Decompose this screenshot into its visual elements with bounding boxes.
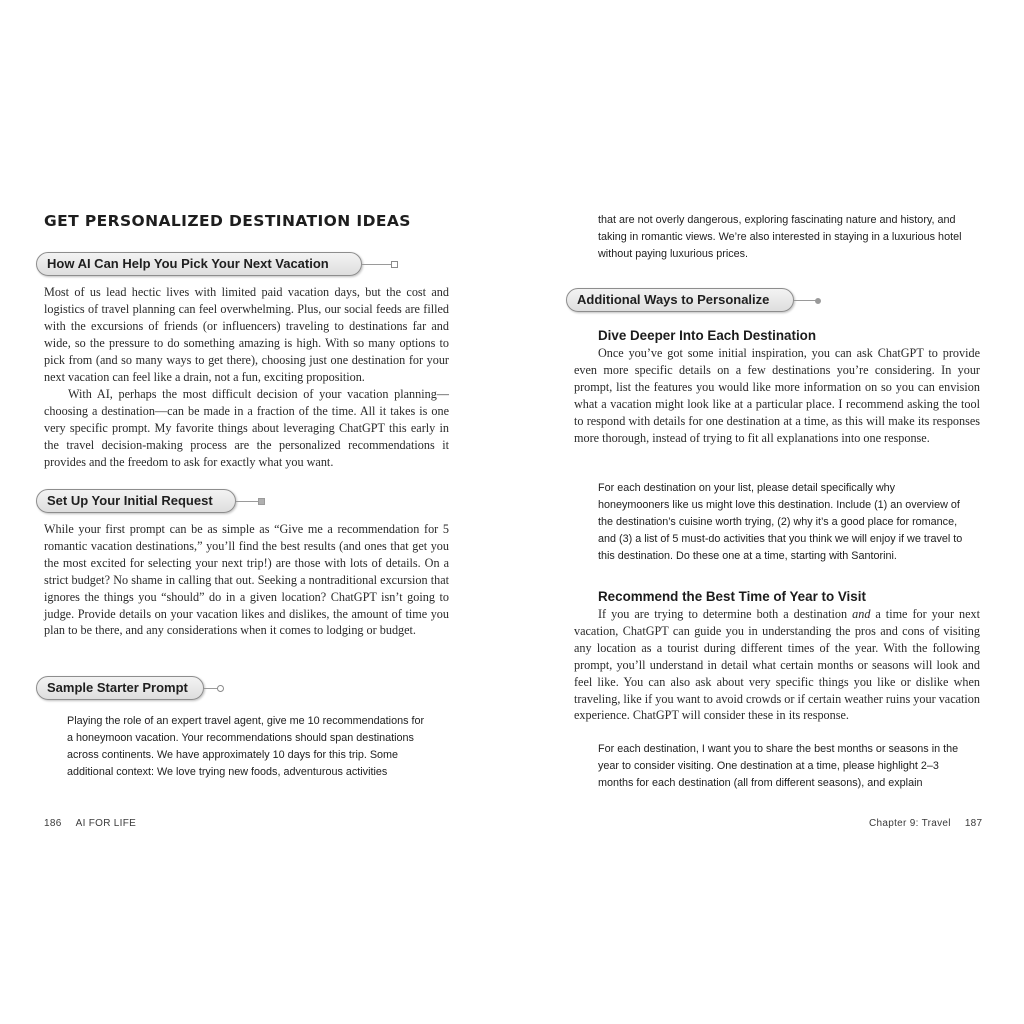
right-page (512, 0, 1024, 1024)
section-label-text: Set Up Your Initial Request (36, 489, 236, 513)
best-time-paragraph (574, 606, 980, 724)
connector-end-dot-icon (815, 298, 821, 304)
best-time-emphasis: and (852, 607, 871, 621)
best-time-prompt: For each destination, I want you to share the best months or seasons in the year to consider visiting. One destination at a time, please highlight 2–3 months for each destination (all from different seasons), and explain (598, 743, 959, 789)
dive-deeper-prompt: For each destination on your list, please detail specifically why honeymooners like us might love this destination. Include (1) an overview of the destination’s cuisine worth trying, (2) why it’s a good place for romance, and (3) a list of 5 must-do activities that you think we will enjoy if we travel to this destination. Do these one at a time, starting with Santorini. (598, 482, 963, 562)
footer-right (869, 818, 982, 829)
page-heading: GET PERSONALIZED DESTINATION IDEAS (44, 212, 411, 230)
section1-paragraph-1: Most of us lead hectic lives with limited paid vacation days, but the cost and logistics of travel planning can feel overwhelming. Plus, our social feeds are filled with the excursions of friends (or influencers) traveling to destinations far and wide, so the pressure to do something amazing is high. With so many options to pick from (and so many ways to get there), choosing just one destination for your next vacation can feel like a drain, not a fun, exciting proposition. (44, 285, 449, 384)
footer-left (44, 818, 136, 829)
connector-line (794, 300, 816, 301)
section1-paragraph-2: With AI, perhaps the most difficult decision of your vacation planning—choosing a destination—can be made in a fraction of the time. All it takes is one very specific prompt. My favorite things about leveraging ChatGPT this early in the travel decision-making process are the personalized recommendations it provides and the freedom to ask for exactly what you want. (44, 387, 449, 469)
connector-end-circle-icon (217, 685, 224, 692)
book-title: AI FOR LIFE (75, 818, 137, 829)
section-label-additional-ways (566, 288, 832, 314)
connector-line (204, 688, 218, 689)
subheading-dive-deeper: Dive Deeper Into Each Destination (598, 328, 817, 343)
page-number: 186 (44, 818, 62, 829)
best-time-text-a: If you are trying to determine both a destination (598, 607, 853, 621)
connector-line (236, 501, 260, 502)
dive-deeper-paragraph: Once you’ve got some initial inspiration, you can ask ChatGPT to provide even more specific details on a few destinations you’re considering. In your prompt, list the features you would like more information on so you can envision what a vacation might look like at a particular place. I recommend asking the tool to respond with details for one destination at a time, as this will make its responses more thorough, instead of trying to fit all explanations into one response. (574, 346, 980, 445)
section-label-text: Additional Ways to Personalize (566, 288, 794, 312)
subheading-best-time: Recommend the Best Time of Year to Visit (598, 589, 866, 604)
connector-line (362, 264, 392, 265)
best-time-text-b: a time for your next vacation, ChatGPT can guide you in understanding the pros and cons of visiting any location as a tourist during different times of the year. With the following prompt, you’ll understand in detail what certain months or seasons will look and feel like. You can also ask about very specific things you like or dislike when traveling, like if you want to avoid crowds or if certain weather ruins your vacation experience. ChatGPT will consider these in its response. (574, 607, 980, 723)
starter-prompt-continued: that are not overly dangerous, exploring fascinating nature and history, and taking in romantic views. We’re also interested in staying in a luxurious hotel without paying luxurious prices. (598, 214, 962, 260)
connector-end-square-icon (391, 261, 398, 268)
chapter-title: Chapter 9: Travel (869, 818, 951, 829)
connector-end-square-icon (258, 498, 265, 505)
section-label-how-ai (36, 252, 398, 278)
starter-prompt-text: Playing the role of an expert travel agent, give me 10 recommendations for a honeymoon vacation. Your recommendations should span destinations across continents. We have approximately 10 days for this trip. Some additional context: We love trying new foods, adventurous activities (67, 715, 425, 778)
page-number: 187 (964, 818, 983, 829)
section2-paragraph: While your first prompt can be as simple as “Give me a recommendation for 5 romantic vacation destinations,” you’ll find the best results (and ones that get you the most excited for selecting your next trip!) are those with lots of details. On a strict budget? No shame in calling that out. Seeking a nontraditional excursion that ignores the things you “should” do in a given location? ChatGPT isn’t going to judge. Provide details on your vacation likes and dislikes, the amount of time you plan to be there, and any considerations when it comes to lodging or budget. (44, 522, 449, 638)
section-label-sample-prompt (36, 676, 232, 702)
section-label-text: How AI Can Help You Pick Your Next Vacation (36, 252, 362, 276)
section-label-text: Sample Starter Prompt (36, 676, 204, 700)
section-label-initial-request (36, 489, 266, 515)
